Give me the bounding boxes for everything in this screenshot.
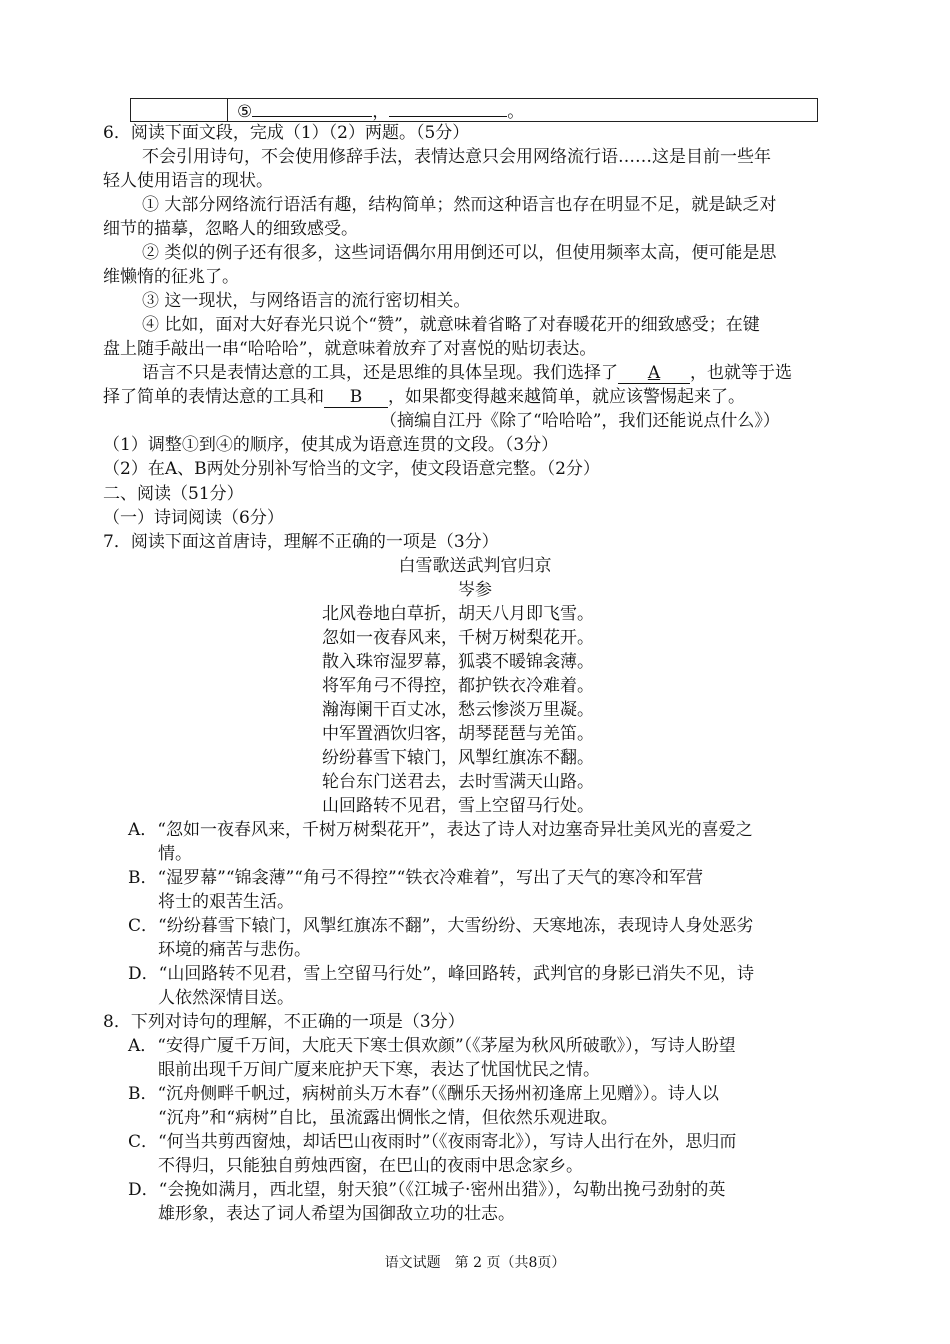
q6-sentence-2: 维懒惰的征兆了。 (103, 267, 239, 287)
q7-option-d: 人依然深情目送。 (158, 988, 294, 1008)
separator: ， (372, 102, 390, 122)
q6-heading: 6．阅读下面文段，完成（1）（2）两题。（5分） (103, 123, 470, 143)
q8-option-a: A．“安得广厦千万间，大庇天下寒士俱欢颜”（《茅屋为秋风所破歌》），写诗人盼望 (128, 1036, 736, 1056)
q6-subquestion-1: （1）调整①到④的顺序，使其成为语意连贯的文段。（3分） (103, 435, 559, 455)
q6-sentence-3: ③ 这一现状，与网络语言的流行密切相关。 (142, 291, 471, 311)
q8-option-c: 不得归，只能独自剪烛西窗，在巴山的夜雨中思念家乡。 (158, 1156, 583, 1176)
q6-closing-line: 择了简单的表情达意的工具和 B ，如果都变得越来越简单，就应该警惕起来了。 (103, 387, 745, 407)
q6-sentence-4: 盘上随手敲出一串“哈哈哈”，就意味着放弃了对喜悦的贴切表达。 (103, 339, 597, 359)
poem-line: 山回路转不见君，雪上空留马行处。 (322, 796, 594, 816)
q7-option-a: A．“忽如一夜春风来，千树万树梨花开”，表达了诗人对边塞奇异壮美风光的喜爱之 (128, 820, 753, 840)
page-footer: 语文试题 第 2 页（共8页） (384, 1255, 566, 1271)
poem-line: 将军角弓不得控，都护铁衣冷难着。 (322, 676, 594, 696)
blank-b[interactable]: B (324, 387, 388, 408)
q6-sentence-1: ① 大部分网络流行语活有趣，结构简单；然而这种语言也存在明显不足，就是缺乏对 (142, 195, 777, 215)
q7-option-a: 情。 (158, 844, 192, 864)
answer-table-row (130, 98, 818, 122)
end-mark: 。 (507, 102, 525, 122)
poem-author: 岑参 (458, 580, 492, 600)
q8-option-c: C．“何当共剪西窗烛，却话巴山夜雨时”（《夜雨寄北》），写诗人出行在外，思归而 (128, 1132, 737, 1152)
q7-option-c: C．“纷纷暮雪下辕门，风掣红旗冻不翻”，大雪纷纷、天寒地冻，表现诗人身处恶劣 (128, 916, 754, 936)
answer-blank[interactable] (389, 98, 507, 117)
subsection-heading: （一）诗词阅读（6分） (103, 508, 284, 528)
poem-line: 瀚海阑干百丈冰，愁云惨淡万里凝。 (322, 700, 594, 720)
poem-line: 轮台东门送君去，去时雪满天山路。 (322, 772, 594, 792)
q6-sentence-1: 细节的描摹，忽略人的细致感受。 (103, 219, 358, 239)
q6-paragraph: 不会引用诗句，不会使用修辞手法，表情达意只会用网络流行语……这是目前一些年 (142, 147, 771, 167)
poem-title: 白雪歌送武判官归京 (398, 556, 552, 576)
poem-line: 忽如一夜春风来，千树万树梨花开。 (322, 628, 594, 648)
q7-heading: 7．阅读下面这首唐诗，理解不正确的一项是（3分） (103, 532, 499, 552)
q7-option-c: 环境的痛苦与悲伤。 (158, 940, 311, 960)
poem-line: 中军置酒饮归客，胡琴琵琶与羌笛。 (322, 724, 594, 744)
section-heading: 二、阅读（51分） (103, 484, 244, 504)
q7-option-b: B．“湿罗幕”“锦衾薄”“角弓不得控”“铁衣冷难着”，写出了天气的寒冷和军营 (128, 868, 704, 888)
q7-option-d: D．“山回路转不见君，雪上空留马行处”，峰回路转，武判官的身影已消失不见，诗 (128, 964, 755, 984)
q8-option-d: 雄形象，表达了词人希望为国御敌立功的壮志。 (158, 1204, 515, 1224)
q6-sentence-2: ② 类似的例子还有很多，这些词语偶尔用用倒还可以，但使用频率太高，便可能是思 (142, 243, 777, 263)
q8-heading: 8．下列对诗句的理解，不正确的一项是（3分） (103, 1012, 465, 1032)
poem-line: 散入珠帘湿罗幕，狐裘不暖锦衾薄。 (322, 652, 594, 672)
q8-option-d: D．“会挽如满月，西北望，射天狼”（《江城子·密州出猎》），勾勒出挽弓劲射的英 (128, 1180, 726, 1200)
blank-a[interactable]: A (618, 363, 690, 384)
q6-paragraph: 轻人使用语言的现状。 (103, 171, 273, 191)
q6-subquestion-2: （2）在A、B两处分别补写恰当的文字，使文段语意完整。（2分） (103, 459, 600, 479)
q7-option-b: 将士的艰苦生活。 (158, 892, 294, 912)
poem-line: 纷纷暮雪下辕门，风掣红旗冻不翻。 (322, 748, 594, 768)
q8-option-a: 眼前出现千万间广厦来庇护天下寒，表达了忧国忧民之情。 (158, 1060, 600, 1080)
q6-source: （摘编自江丹《除了“哈哈哈”，我们还能说点什么》） (380, 411, 780, 431)
poem-line: 北风卷地白草折，胡天八月即飞雪。 (322, 604, 594, 624)
table-divider (227, 99, 228, 121)
q8-option-b: “沉舟”和“病树”自比，虽流露出惆怅之情，但依然乐观进取。 (158, 1108, 618, 1128)
circled-number: ⑤ (237, 102, 253, 122)
q6-closing-line: 语言不只是表情达意的工具，还是思维的具体呈现。我们选择了 A ，也就等于选 (142, 363, 792, 383)
q6-sentence-4: ④ 比如，面对大好春光只说个“赞”，就意味着省略了对春暖花开的细致感受；在键 (142, 315, 760, 335)
q8-option-b: B．“沉舟侧畔千帆过，病树前头万木春”（《酬乐天扬州初逢席上见赠》）。诗人以 (128, 1084, 719, 1104)
answer-blank[interactable] (252, 98, 372, 117)
